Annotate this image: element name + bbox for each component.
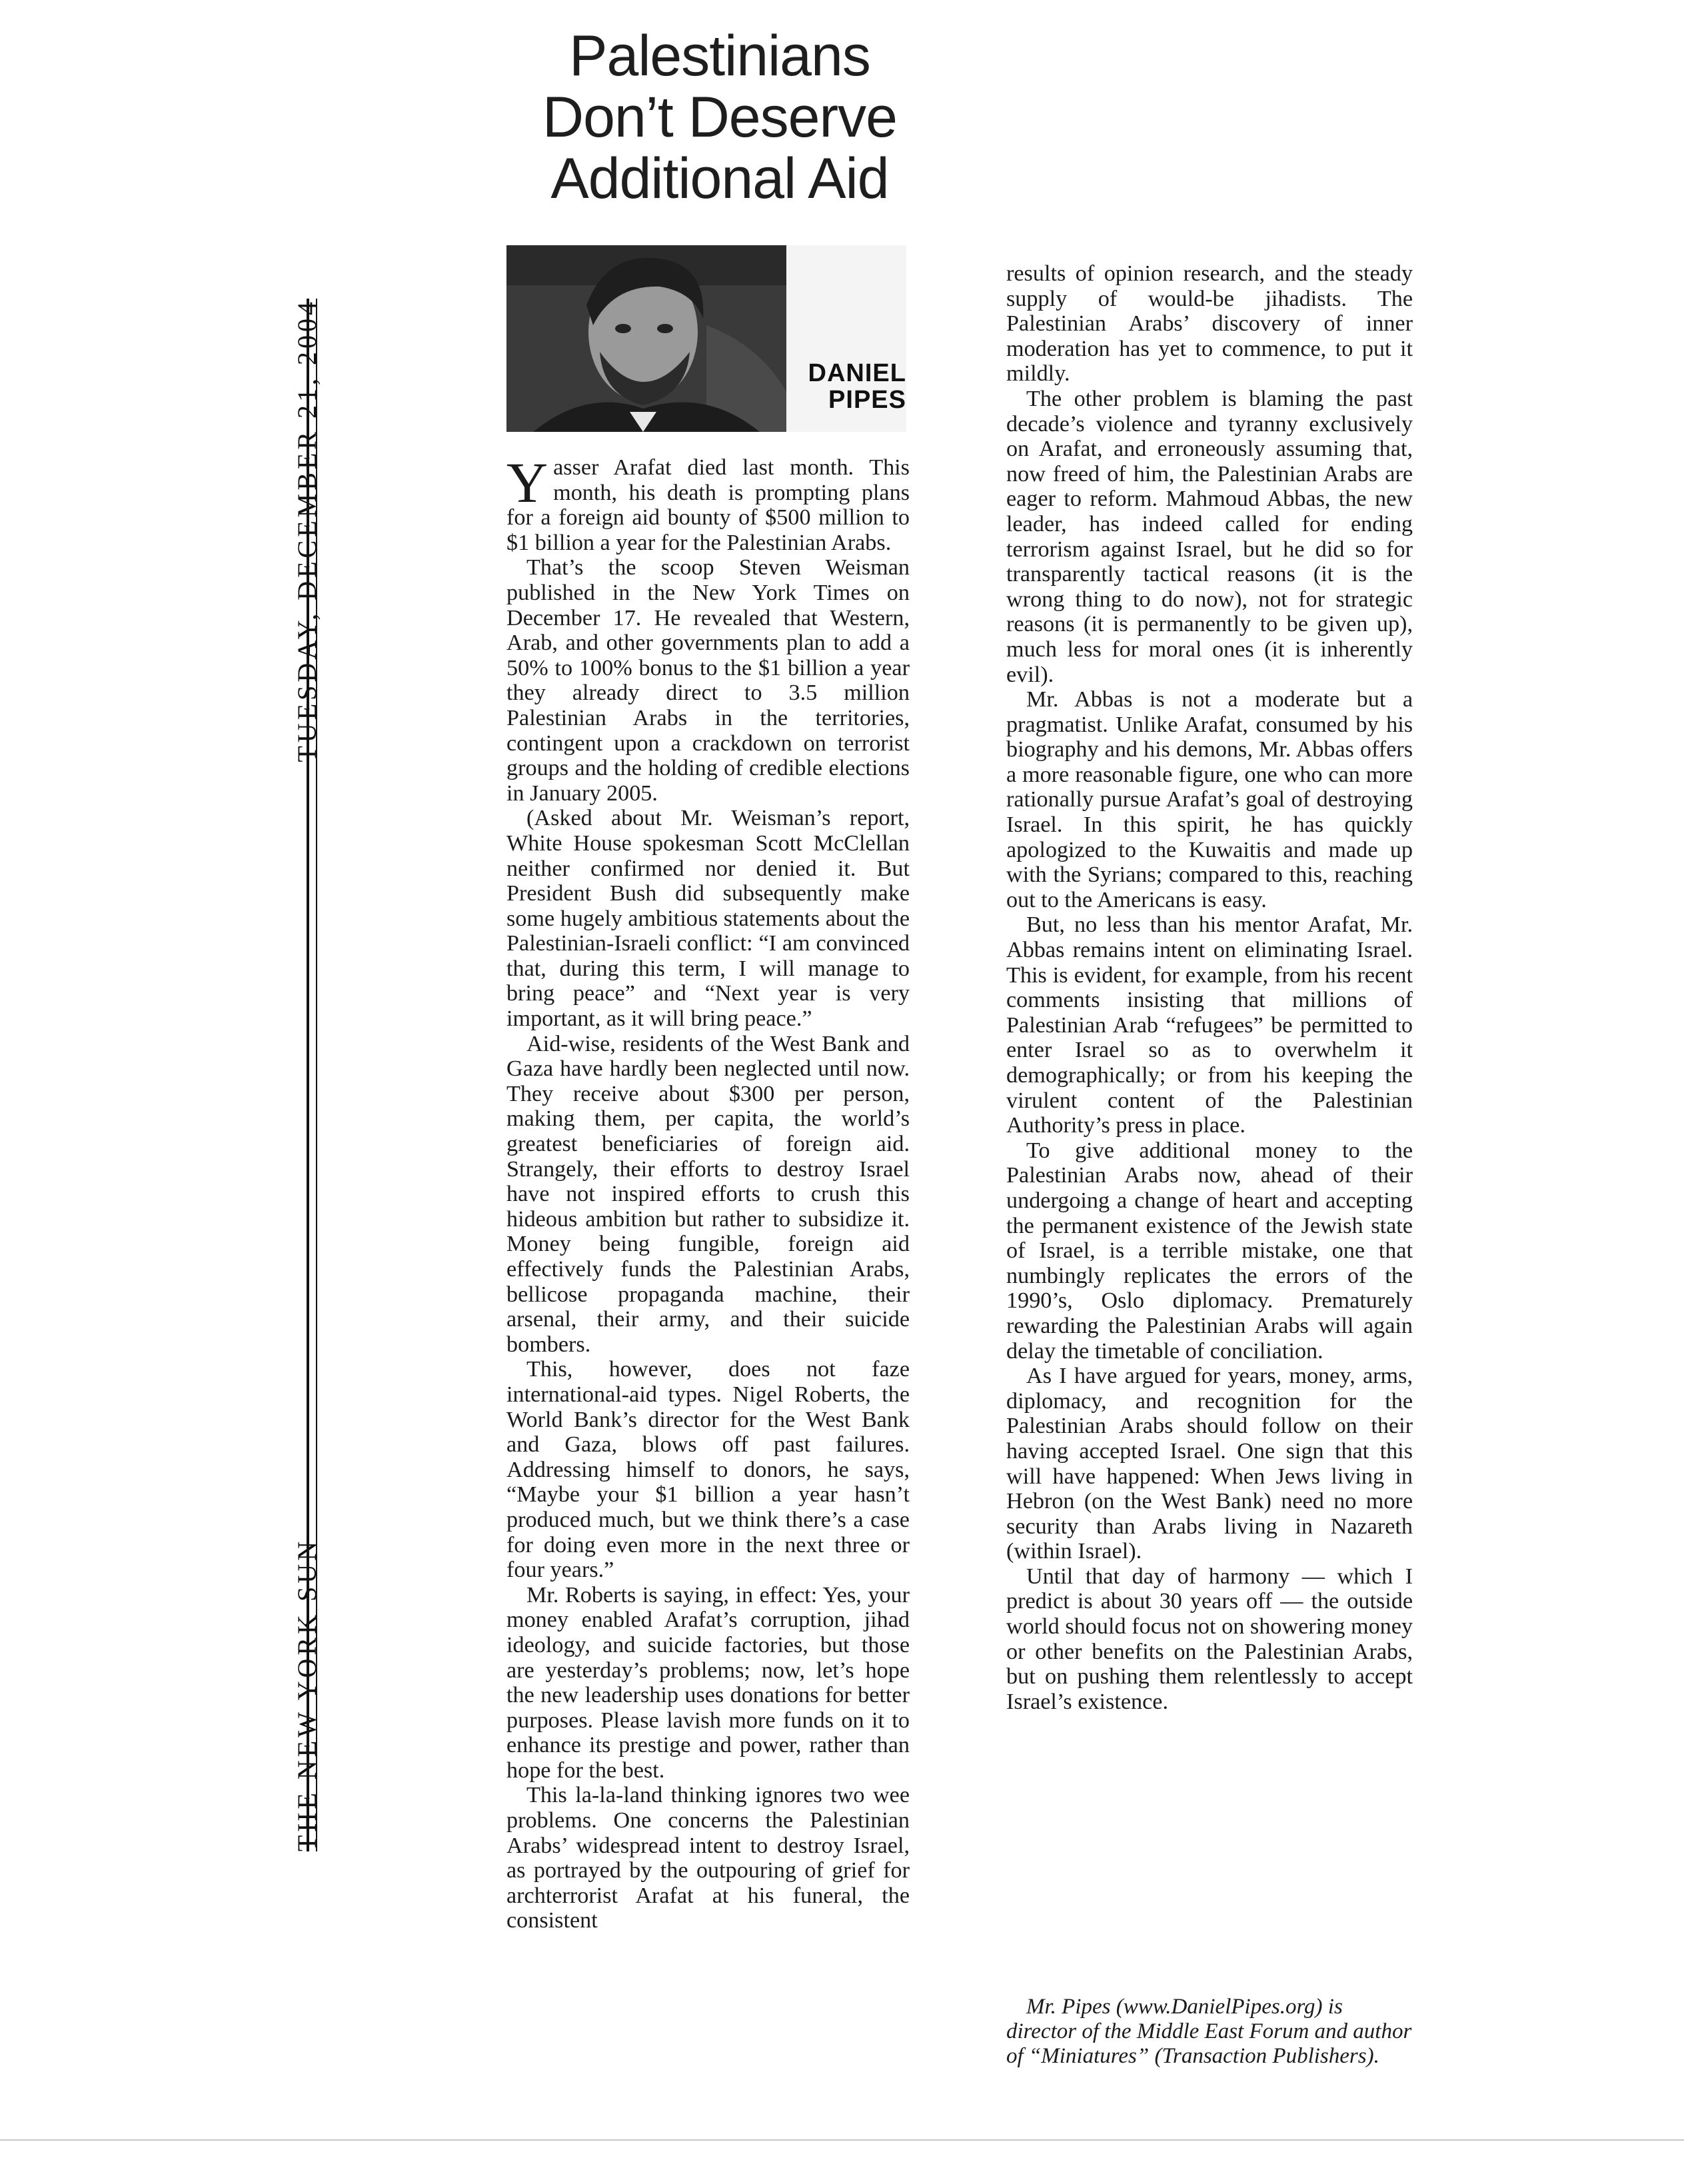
headline: Palestinians Don’t Deserve Additional Aid (542, 24, 897, 211)
paragraph: But, no less than his mentor Arafat, Mr. Abbas remains intent on eliminating Israel. This is evident, for example, from his recent comments insisting that millions of Palestinian Arab “refugees” be permitted to enter Israel so as to overwhelm it demographically; or from his keeping the virulent content of the Palestinian Authority’s press in place. (1006, 912, 1413, 1138)
paragraph: This la-la-land thinking ignores two wee problems. One concerns the Palestinian Arabs’ widespread intent to destroy Israel, as portrayed by the outpouring of grief for archterrorist Arafat at his funeral, the consistent (506, 1783, 910, 1933)
paragraph: To give additional money to the Palestinian Arabs now, ahead of their undergoing a change of heart and accepting the permanent existence of the Jewish state of Israel, is a terrible mistake, one that numbingly replicates the errors of the 1990’s, Oslo diplomacy. Prematurely rewarding the Palestinian Arabs will again delay the timetable of conciliation. (1006, 1138, 1413, 1364)
paragraph: As I have argued for years, money, arms, diplomacy, and recognition for the Palestinian Arabs should follow on their having accepted Israel. One sign that this will have happened: When Jews living in Hebron (on the West Bank) need no more security than Arabs living in Nazareth (within Israel). (1006, 1364, 1413, 1564)
paragraph: That’s the scoop Steven Weisman published in the New York Times on December 17. He revealed that Western, Arab, and other governments plan to add a 50% to 100% bonus to the $1 billion a year they already direct to 3.5 million Palestinian Arabs in the territories, contingent upon a crackdown on terrorist groups and the holding of credible elections in January 2005. (506, 555, 910, 806)
paragraph: Aid-wise, residents of the West Bank and Gaza have hardly been neglected until now. They receive about $300 per person, making them, per capita, the world’s greatest beneficiaries of foreign aid. Strangely, their efforts to destroy Israel have not inspired efforts to crush this hideous ambition but rather to subsidize it. Money being fungible, foreign aid effectively funds the Palestinian Arabs, bellicose propaganda machine, their arsenal, their army, and their suicide bombers. (506, 1031, 910, 1357)
publication-date: TUESDAY, DECEMBER 21, 2004 (291, 299, 322, 762)
byline (786, 360, 906, 413)
article-column-2 (1006, 261, 1413, 1714)
author-bio: Mr. Pipes (www.DanielPipes.org) is director of the Middle East Forum and author of “Miniatures” (Transaction Publishers). (1006, 1995, 1412, 2068)
paragraph: Mr. Abbas is not a moderate but a pragmatist. Unlike Arafat, consumed by his biography and his demons, Mr. Abbas offers a more reasonable figure, one who can more rationally pursue Arafat’s goal of destroying Israel. In this spirit, he has quickly apologized to the Kuwaitis and made up with the Syrians; compared to this, reaching out to the Americans is easy. (1006, 687, 1413, 912)
publication-name: THE NEW YORK SUN (291, 1538, 322, 1851)
paragraph: results of opinion research, and the steady supply of would-be jihadists. The Palestinian Arabs’ discovery of inner moderation has yet to commence, to put it mildly. (1006, 261, 1413, 387)
byline-last-name: PIPES (828, 386, 906, 414)
paragraph: Mr. Roberts is saying, in effect: Yes, your money enabled Arafat’s corruption, jihad ideology, and suicide factories, but those are yesterday’s problems; now, let’s hope the new leadership uses donations for better purposes. Please lavish more funds on it to enhance its prestige and power, rather than hope for the best. (506, 1582, 910, 1783)
paragraph: This, however, does not faze international-aid types. Nigel Roberts, the World Bank’s director for the West Bank and Gaza, blows off past failures. Addressing himself to donors, he says, “Maybe your $1 billion a year hasn’t produced much, but we think there’s a case for doing even more in the next three or four years.” (506, 1357, 910, 1583)
vertical-masthead (287, 299, 327, 1851)
paragraph-text: asser Arafat died last month. This month, his death is prompting plans for a foreign aid bounty of $500 million to $1 billion a year for the Palestinian Arabs. (506, 455, 910, 555)
article-column-1 (506, 451, 910, 1933)
paragraph (506, 451, 910, 555)
page-bottom-edge (0, 2139, 1684, 2141)
byline-first-name: DANIEL (808, 359, 906, 387)
paragraph: Until that day of harmony — which I predict is about 30 years off — the outside world should focus not on showering money or other benefits on the Palestinian Arabs, but on pushing them relentlessly to accept Israel’s existence. (1006, 1564, 1413, 1714)
drop-cap: Y (506, 451, 548, 515)
paragraph: (Asked about Mr. Weisman’s report, White House spokesman Scott McClellan neither confirmed nor denied it. But President Bush did subsequently make some hugely ambitious statements about the Palestinian-Israeli conflict: “I am convinced that, during this term, I will manage to bring peace” and “Next year is very important, as it will bring peace.” (506, 806, 910, 1032)
paragraph: The other problem is blaming the past decade’s violence and tyranny exclusively on Arafat, and erroneously assuming that, now freed of him, the Palestinian Arabs are eager to reform. Mahmoud Abbas, the new leader, has indeed called for ending terrorism against Israel, but he did so for transparently tactical reasons (it is the wrong thing to do now), not for strategic reasons (it is permanently to be given up), much less for moral ones (it is inherently evil). (1006, 386, 1413, 687)
